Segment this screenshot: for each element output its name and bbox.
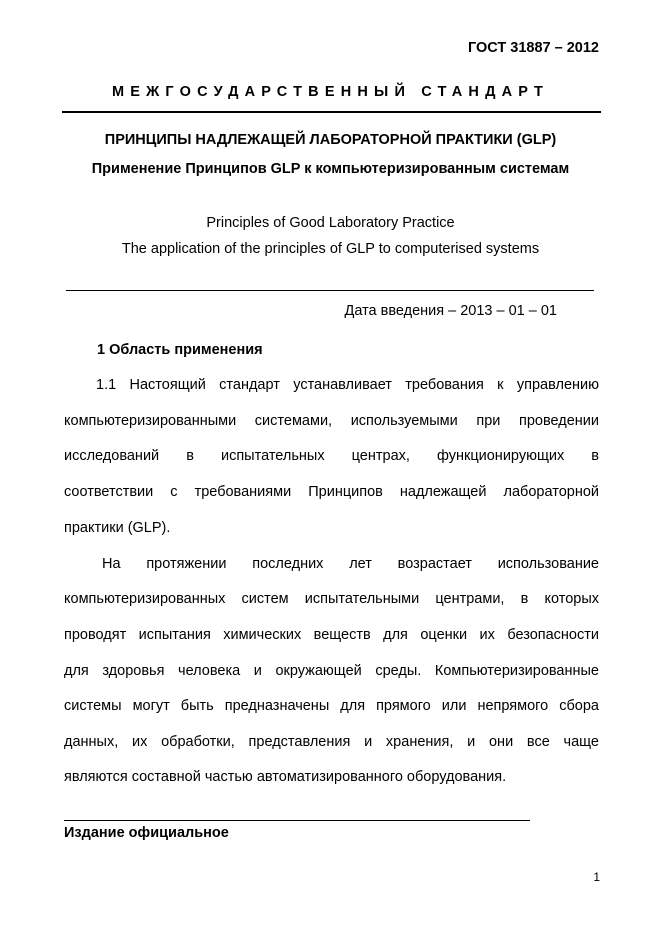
document-title-ru: ПРИНЦИПЫ НАДЛЕЖАЩЕЙ ЛАБОРАТОРНОЙ ПРАКТИКИ (GLP): [104, 132, 557, 148]
document-subtitle-en: The application of the principles of GLP to computerised systems: [121, 241, 540, 257]
body-line: 1.1 Настоящий стандарт устанавливает требования к управлению: [96, 377, 599, 393]
body-line: компьютеризированных систем испытательными центрами, в которых: [64, 591, 599, 607]
footer-divider: [64, 820, 530, 821]
title-divider: [66, 290, 594, 291]
body-line: исследований в испытательных центрах, функционирующих в: [64, 448, 599, 464]
body-line: практики (GLP).: [64, 520, 171, 536]
document-subtitle-ru: Применение Принципов GLP к компьютеризированным системам: [91, 161, 570, 177]
body-line: системы могут быть предназначены для прямого или непрямого сбора: [64, 698, 599, 714]
introduction-date: Дата введения – 2013 – 01 – 01: [344, 303, 557, 319]
body-line: соответствии с требованиями Принципов надлежащей лабораторной: [64, 484, 599, 500]
body-line: компьютеризированными системами, используемыми при проведении: [64, 413, 599, 429]
standard-type-heading: МЕЖГОСУДАРСТВЕННЫЙ СТАНДАРТ: [111, 84, 550, 100]
body-line: проводят испытания химических веществ для оценки их безопасности: [64, 627, 599, 643]
header-divider: [62, 111, 601, 113]
official-edition-label: Издание официальное: [64, 825, 229, 841]
body-line: данных, их обработки, представления и хранения, и они все чаще: [64, 734, 599, 750]
body-line: являются составной частью автоматизированного оборудования.: [64, 769, 507, 785]
standard-number: ГОСТ 31887 – 2012: [467, 40, 599, 56]
body-line: На протяжении последних лет возрастает использование: [102, 556, 599, 572]
body-line: для здоровья человека и окружающей среды. Компьютеризированные: [64, 663, 599, 679]
document-title-en: Principles of Good Laboratory Practice: [206, 215, 455, 231]
section-heading: 1 Область применения: [97, 342, 263, 358]
page-number: 1: [593, 870, 600, 884]
